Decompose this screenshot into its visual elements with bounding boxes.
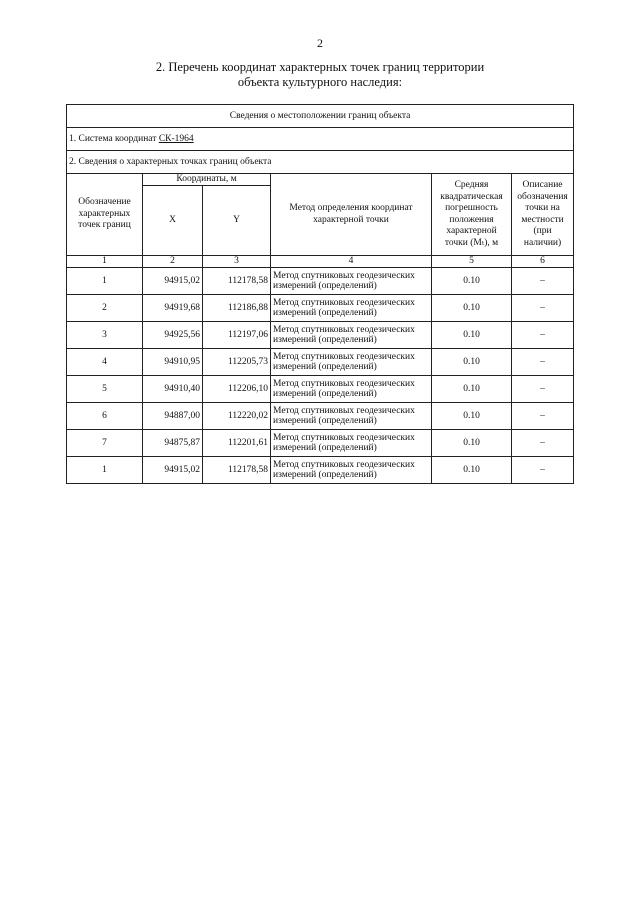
coordinate-system-value: СК-1964 bbox=[158, 134, 194, 144]
description-cell: – bbox=[512, 403, 574, 430]
table-row bbox=[67, 457, 574, 484]
coordinate-x: 94875,87 bbox=[143, 430, 203, 457]
table-row bbox=[67, 349, 574, 376]
method-cell: Метод спутниковых геодезических измерений (определений) bbox=[271, 268, 432, 295]
coordinate-system-label: 1. Система координат bbox=[69, 134, 159, 144]
header-y: Y bbox=[203, 186, 271, 256]
header-description: Описание обозначения точки на местности (при наличии) bbox=[512, 174, 574, 256]
column-number: 6 bbox=[512, 256, 574, 268]
description-cell: – bbox=[512, 268, 574, 295]
section-title: Сведения о местоположении границ объекта bbox=[67, 105, 574, 128]
method-cell: Метод спутниковых геодезических измерений (определений) bbox=[271, 457, 432, 484]
method-cell: Метод спутниковых геодезических измерений (определений) bbox=[271, 322, 432, 349]
heading-line-1: 2. Перечень координат характерных точек границ территории bbox=[155, 60, 485, 74]
coordinate-y: 112201,61 bbox=[203, 430, 271, 457]
coordinate-x: 94919,68 bbox=[143, 295, 203, 322]
error-cell: 0.10 bbox=[432, 403, 512, 430]
table-row bbox=[67, 376, 574, 403]
point-designation: 4 bbox=[67, 349, 143, 376]
column-number: 5 bbox=[432, 256, 512, 268]
table-row bbox=[67, 403, 574, 430]
table-row bbox=[67, 430, 574, 457]
error-cell: 0.10 bbox=[432, 322, 512, 349]
coordinate-x: 94910,95 bbox=[143, 349, 203, 376]
point-designation: 6 bbox=[67, 403, 143, 430]
error-cell: 0.10 bbox=[432, 376, 512, 403]
description-cell: – bbox=[512, 322, 574, 349]
description-cell: – bbox=[512, 457, 574, 484]
coordinate-y: 112178,58 bbox=[203, 457, 271, 484]
error-cell: 0.10 bbox=[432, 268, 512, 295]
column-number: 3 bbox=[203, 256, 271, 268]
description-cell: – bbox=[512, 295, 574, 322]
coordinate-y: 112186,88 bbox=[203, 295, 271, 322]
error-cell: 0.10 bbox=[432, 457, 512, 484]
column-number: 4 bbox=[271, 256, 432, 268]
coordinate-x: 94910,40 bbox=[143, 376, 203, 403]
header-method: Метод определения координат характерной точки bbox=[271, 174, 432, 256]
description-cell: – bbox=[512, 430, 574, 457]
description-cell: – bbox=[512, 376, 574, 403]
coordinate-y: 112220,02 bbox=[203, 403, 271, 430]
coordinate-x: 94915,02 bbox=[143, 268, 203, 295]
point-designation: 7 bbox=[67, 430, 143, 457]
method-cell: Метод спутниковых геодезических измерений (определений) bbox=[271, 376, 432, 403]
method-cell: Метод спутниковых геодезических измерений (определений) bbox=[271, 349, 432, 376]
header-designation: Обозначение характерных точек границ bbox=[67, 174, 143, 256]
coordinate-x: 94915,02 bbox=[143, 457, 203, 484]
points-section-title: 2. Сведения о характерных точках границ объекта bbox=[67, 151, 574, 174]
page-number: 2 bbox=[317, 36, 323, 50]
boundary-points-table bbox=[66, 104, 574, 484]
coordinate-x: 94925,56 bbox=[143, 322, 203, 349]
method-cell: Метод спутниковых геодезических измерений (определений) bbox=[271, 430, 432, 457]
coordinate-system-row bbox=[67, 128, 574, 151]
error-cell: 0.10 bbox=[432, 430, 512, 457]
heading-line-2: объекта культурного наследия: bbox=[237, 75, 403, 89]
error-cell: 0.10 bbox=[432, 295, 512, 322]
point-designation: 3 bbox=[67, 322, 143, 349]
table-row bbox=[67, 322, 574, 349]
coordinate-y: 112197,06 bbox=[203, 322, 271, 349]
description-cell: – bbox=[512, 349, 574, 376]
point-designation: 2 bbox=[67, 295, 143, 322]
coordinate-y: 112206,10 bbox=[203, 376, 271, 403]
point-designation: 1 bbox=[67, 457, 143, 484]
method-cell: Метод спутниковых геодезических измерений (определений) bbox=[271, 403, 432, 430]
header-x: X bbox=[143, 186, 203, 256]
table-row bbox=[67, 295, 574, 322]
document-heading bbox=[120, 60, 520, 90]
column-number: 1 bbox=[67, 256, 143, 268]
table-row bbox=[67, 268, 574, 295]
coordinate-y: 112178,58 bbox=[203, 268, 271, 295]
header-error: Средняя квадратическая погрешность положения характерной точки (Mₜ), м bbox=[432, 174, 512, 256]
point-designation: 1 bbox=[67, 268, 143, 295]
column-number: 2 bbox=[143, 256, 203, 268]
coordinate-y: 112205,73 bbox=[203, 349, 271, 376]
coordinate-x: 94887,00 bbox=[143, 403, 203, 430]
error-cell: 0.10 bbox=[432, 349, 512, 376]
method-cell: Метод спутниковых геодезических измерений (определений) bbox=[271, 295, 432, 322]
header-coordinates: Координаты, м bbox=[143, 174, 271, 186]
point-designation: 5 bbox=[67, 376, 143, 403]
